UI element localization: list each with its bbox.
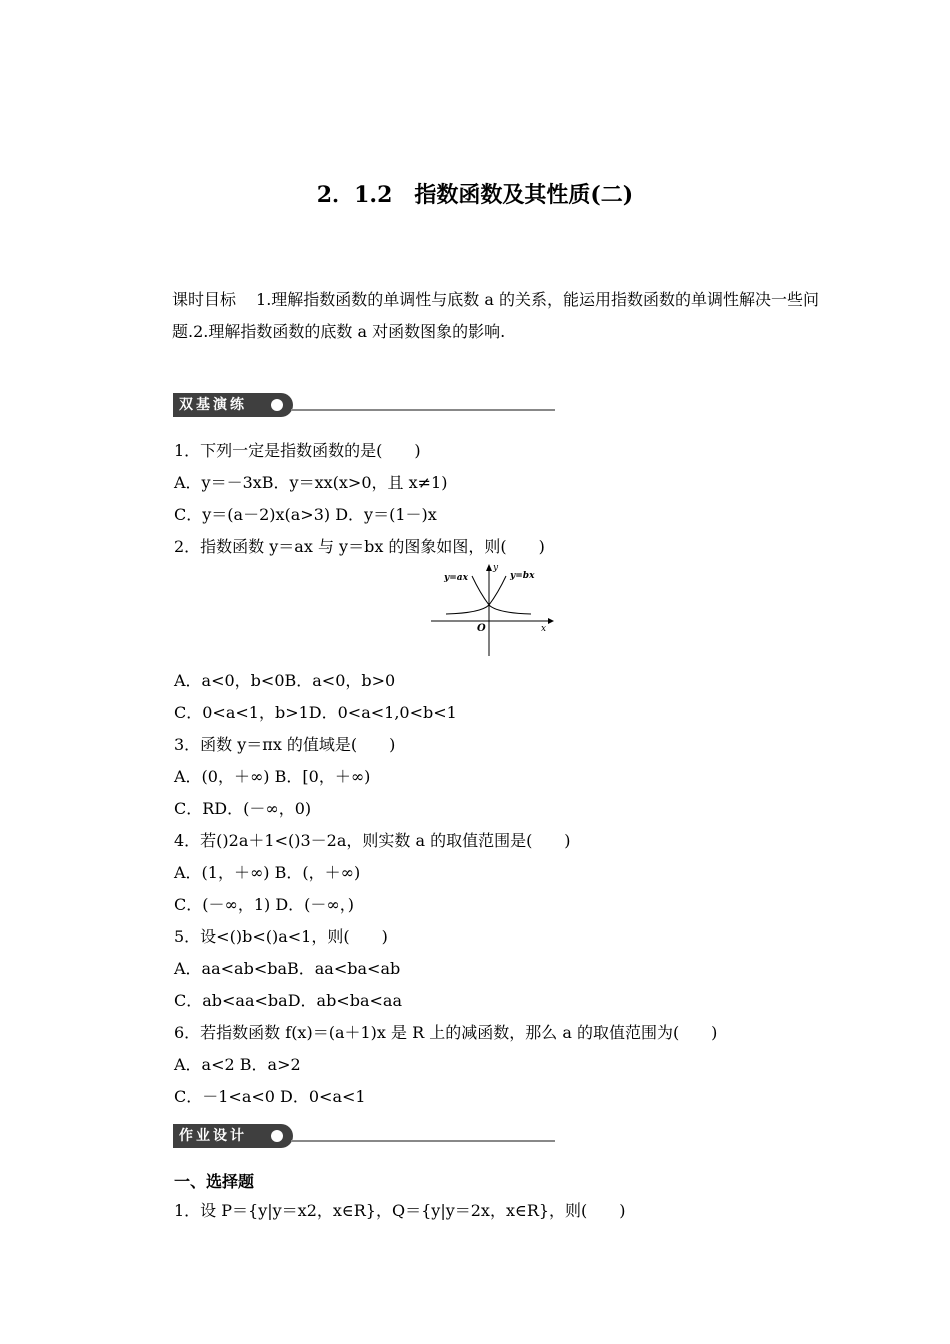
curve-b	[472, 576, 531, 614]
section-heading: 一、选择题	[174, 1172, 255, 1191]
page-title: 2．1.2 指数函数及其性质(二)	[316, 182, 634, 208]
lesson-objective	[172, 284, 822, 348]
banner-dot	[271, 399, 283, 411]
x-axis-arrow	[548, 618, 554, 624]
question-1-options-ab: A．y＝－3xB．y＝xx(x>0，且 x≠1)	[174, 473, 448, 492]
label-curve-a: y=ax	[444, 573, 468, 583]
banner-rule	[291, 409, 555, 411]
question-3: 3．函数 y＝πx 的值域是( )	[174, 735, 396, 754]
question-3-options-ab: A．(0，＋∞) B．[0，＋∞)	[174, 767, 371, 786]
question-2-options-ab: A．a<0，b<0B．a<0，b>0	[174, 671, 396, 690]
question-5: 5．设<()b<()a<1，则( )	[174, 927, 388, 946]
banner-label: 双基演练	[173, 393, 293, 417]
label-origin: O	[477, 623, 486, 634]
question-2: 2．指数函数 y＝ax 与 y＝bx 的图象如图，则( )	[174, 537, 545, 556]
question-3-options-cd: C．RD．(－∞，0)	[174, 799, 312, 818]
question-4-options-cd: C．(－∞，1) D．(－∞，)	[174, 895, 354, 914]
banner-label: 作业设计	[173, 1124, 293, 1148]
objective-label: 课时目标	[172, 290, 237, 309]
banner-dot	[271, 1130, 283, 1142]
y-axis-arrow	[486, 564, 492, 571]
label-y-axis: y	[493, 563, 499, 573]
question-6-options-cd: C．－1<a<0 D．0<a<1	[174, 1087, 366, 1106]
objective-text: 1.理解指数函数的单调性与底数 a 的关系，能运用指数函数的单调性解决一些问题.2.理解指数函数的底数 a 对函数图象的影响.	[172, 290, 819, 341]
question-4: 4．若()2a＋1<()3－2a，则实数 a 的取值范围是( )	[174, 831, 571, 850]
label-x-axis: x	[541, 624, 547, 634]
banner-rule	[291, 1140, 555, 1142]
banner-homework	[173, 1124, 555, 1148]
homework-question-1: 1．设 P＝{y|y＝x2，x∈R}，Q＝{y|y＝2x，x∈R}，则( )	[174, 1201, 626, 1220]
question-2-options-cd: C．0<a<1，b>1D．0<a<1,0<b<1	[174, 703, 457, 722]
question-1-options-cd: C．y＝(a－2)x(a>3) D．y＝(1－)x	[174, 505, 437, 524]
label-curve-b: y=bx	[510, 571, 535, 581]
question-6-options-ab: A．a<2 B．a>2	[174, 1055, 301, 1074]
question-6: 6．若指数函数 f(x)＝(a＋1)x 是 R 上的减函数，那么 a 的取值范围为( )	[174, 1023, 718, 1042]
question-5-options-cd: C．ab<aa<baD．ab<ba<aa	[174, 991, 402, 1010]
question-4-options-ab: A．(1，＋∞) B．(，＋∞)	[174, 863, 361, 882]
question-1: 1．下列一定是指数函数的是( )	[174, 441, 421, 460]
question-5-options-ab: A．aa<ab<baB．aa<ba<ab	[174, 959, 401, 978]
exponential-graph	[426, 561, 556, 659]
banner-basic-practice	[173, 393, 555, 417]
